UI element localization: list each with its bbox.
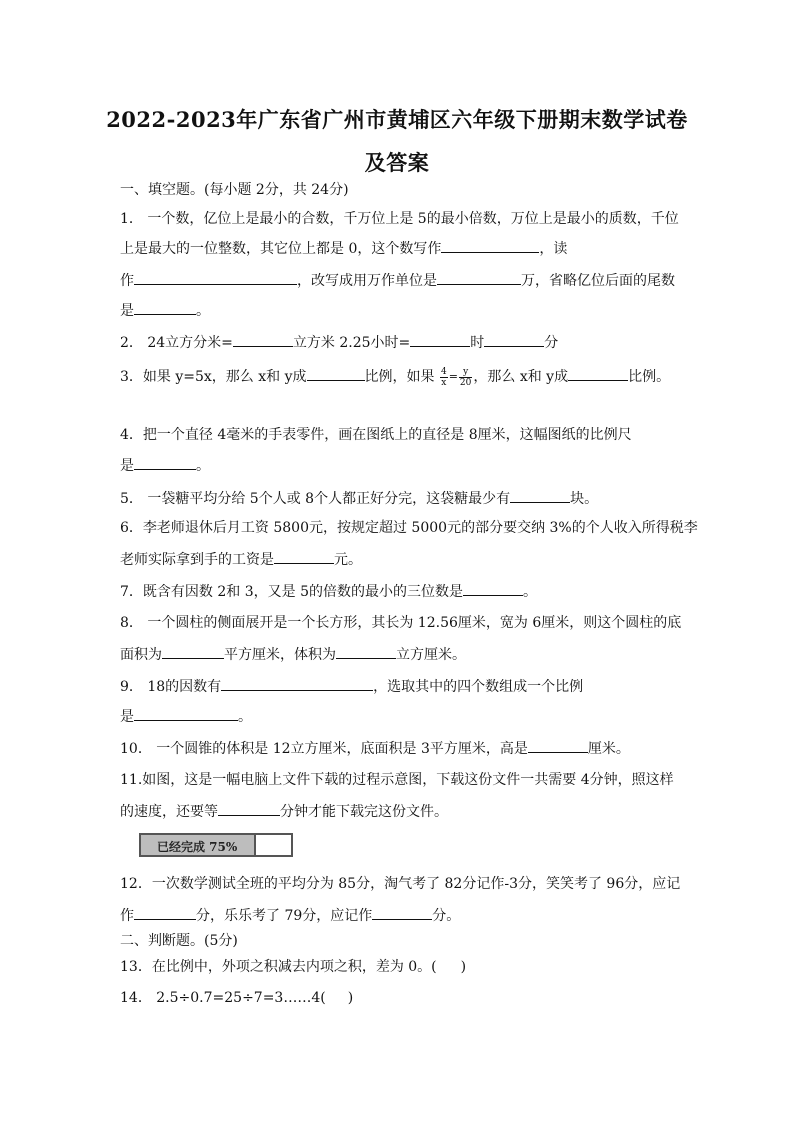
q11-text-b2: 分钟才能下载完这份文件。 [280, 804, 448, 820]
answer-blank[interactable] [134, 455, 196, 470]
q10-text-1: 10． 一个圆锥的体积是 12立方厘米，底面积是 3平方厘米，高是 [120, 741, 528, 757]
answer-blank[interactable] [528, 738, 588, 753]
q10-text-2: 厘米。 [587, 741, 630, 757]
answer-blank[interactable] [568, 366, 628, 381]
answer-blank[interactable] [336, 644, 396, 659]
answer-blank[interactable] [441, 238, 539, 253]
q1-text-d2: 。 [196, 303, 210, 319]
question-12-line-1: 12．一次数学测试全班的平均分为 85分，淘气考了 82分记作-3分，笑笑考了 96分，应记 [120, 876, 681, 892]
answer-blank[interactable] [274, 549, 334, 564]
section-heading-fill: 一、填空题。(每小题 2分，共 24分) [120, 182, 349, 198]
q12-text-b1: 作 [120, 908, 134, 924]
answer-blank[interactable] [463, 581, 523, 596]
question-11-line-2 [120, 801, 448, 822]
q13-text-1: 13．在比例中，外项之积减去内项之积，差为 0。( [120, 959, 437, 975]
q6-text-b1: 老师实际拿到手的工资是 [120, 552, 274, 568]
q2-text-4: 分 [544, 335, 559, 351]
q12-text-b3: 分。 [432, 908, 461, 924]
answer-blank[interactable] [484, 332, 544, 347]
q13-text-2: ) [460, 959, 467, 975]
q6-text-b2: 元。 [334, 552, 362, 568]
page-title-continued: 及答案 [364, 150, 430, 175]
question-9-line-1 [120, 676, 583, 697]
question-4-line-2 [120, 455, 210, 476]
question-1-line-3 [120, 270, 675, 291]
q14-text-1: 14． 2.5÷0.7=25÷7=3……4( [120, 990, 326, 1006]
q7-text-2: 。 [522, 584, 537, 600]
equals-sign: = [448, 370, 458, 383]
q3-text-1: 3．如果 y=5x，那么 x和 y成 [120, 369, 307, 385]
answer-blank[interactable] [134, 300, 196, 315]
section-heading-judge: 二、判断题。(5分) [120, 933, 238, 949]
question-1-line-1: 1． 一个数，亿位上是最小的合数，千万位上是 5的最小倍数，万位上是最小的质数，千位 [120, 211, 679, 227]
q12-text-b2: 分，乐乐考了 79分，应记作 [196, 908, 373, 924]
q9-text-a1: 9． 18的因数有 [120, 679, 222, 695]
q9-text-b1: 是 [120, 709, 134, 725]
q2-text-1: 2． 24立方分米= [120, 335, 233, 351]
q7-text-1: 7．既含有因数 2和 3，又是 5的倍数的最小的三位数是 [120, 584, 463, 600]
question-12-line-2 [120, 905, 460, 926]
q4-text-b2: 。 [196, 458, 210, 474]
q8-text-b1: 面积为 [120, 647, 162, 663]
question-6-line-1: 6．李老师退休后月工资 5800元，按规定超过 5000元的部分要交纳 3%的个人收入所得税李 [120, 520, 698, 536]
page-title: 2022-2023年广东省广州市黄埔区六年级下册期末数学试卷 [106, 107, 688, 132]
q1-text-b1: 上是最大的一位整数，其它位上都是 0，这个数写作 [120, 241, 442, 257]
q8-text-b3: 立方厘米。 [396, 647, 466, 663]
question-14 [120, 988, 353, 1008]
question-2 [120, 332, 558, 353]
answer-blank[interactable] [134, 706, 238, 721]
q8-text-b2: 平方厘米，体积为 [224, 647, 336, 663]
q2-text-3: 时 [470, 335, 485, 351]
q9-text-a2: ，选取其中的四个数组成一个比例 [373, 679, 584, 695]
question-5 [120, 488, 598, 509]
answer-blank[interactable] [437, 270, 521, 285]
question-3 [120, 366, 670, 388]
answer-blank[interactable] [218, 801, 280, 816]
question-9-line-2 [120, 706, 252, 727]
answer-blank[interactable] [221, 676, 373, 691]
question-6-line-2 [120, 549, 362, 570]
answer-blank[interactable] [162, 644, 224, 659]
answer-blank[interactable] [134, 270, 297, 285]
q1-text-c3: 万，省略亿位后面的尾数 [521, 273, 675, 289]
fraction-4-over-x: $\frac{4}{x}$ [440, 366, 447, 388]
q3-text-2: 比例，如果 [364, 369, 435, 385]
q9-text-b2: 。 [238, 709, 252, 725]
q1-text-c2: ，改写成用万作单位是 [297, 273, 437, 289]
q5-text-1: 5． 一袋糖平均分给 5个人或 8个人都正好分完，这袋糖最少有 [120, 491, 511, 507]
q1-text-c1: 作 [120, 273, 134, 289]
q1-text-d1: 是 [120, 303, 134, 319]
question-4-line-1: 4．把一个直径 4毫米的手表零件，画在图纸上的直径是 8厘米，这幅图纸的比例尺 [120, 427, 632, 443]
question-13 [120, 957, 466, 977]
question-10 [120, 738, 630, 759]
q11-text-b1: 的速度，还要等 [120, 804, 218, 820]
q2-text-2: 立方米 2.25小时= [292, 335, 411, 351]
progress-divider [254, 835, 256, 855]
q3-text-4: 比例。 [628, 369, 671, 385]
answer-blank[interactable] [372, 905, 432, 920]
answer-blank[interactable] [233, 332, 293, 347]
answer-blank[interactable] [307, 366, 365, 381]
question-7 [120, 581, 537, 602]
question-1-line-2 [120, 238, 567, 259]
q4-text-b1: 是 [120, 458, 134, 474]
q3-text-3: ，那么 x和 y成 [473, 369, 569, 385]
answer-blank[interactable] [134, 905, 196, 920]
answer-blank[interactable] [510, 488, 570, 503]
question-8-line-2 [120, 644, 466, 665]
question-1-line-4 [120, 300, 210, 321]
progress-label: 已经完成 75% [157, 840, 238, 854]
question-11-line-1: 11.如图，这是一幅电脑上文件下载的过程示意图，下载这份文件一共需要 4分钟，照这样 [120, 772, 674, 788]
q5-text-2: 块。 [570, 491, 599, 507]
fraction-y-over-20: $\frac{y}{20}$ [459, 366, 472, 388]
question-8-line-1: 8． 一个圆柱的侧面展开是一个长方形，其长为 12.56厘米，宽为 6厘米，则这个圆柱的底 [120, 615, 682, 631]
answer-blank[interactable] [410, 332, 470, 347]
q14-text-2: ) [347, 990, 354, 1006]
download-progress-bar [139, 833, 293, 857]
q1-text-b2: ，读 [539, 241, 568, 257]
